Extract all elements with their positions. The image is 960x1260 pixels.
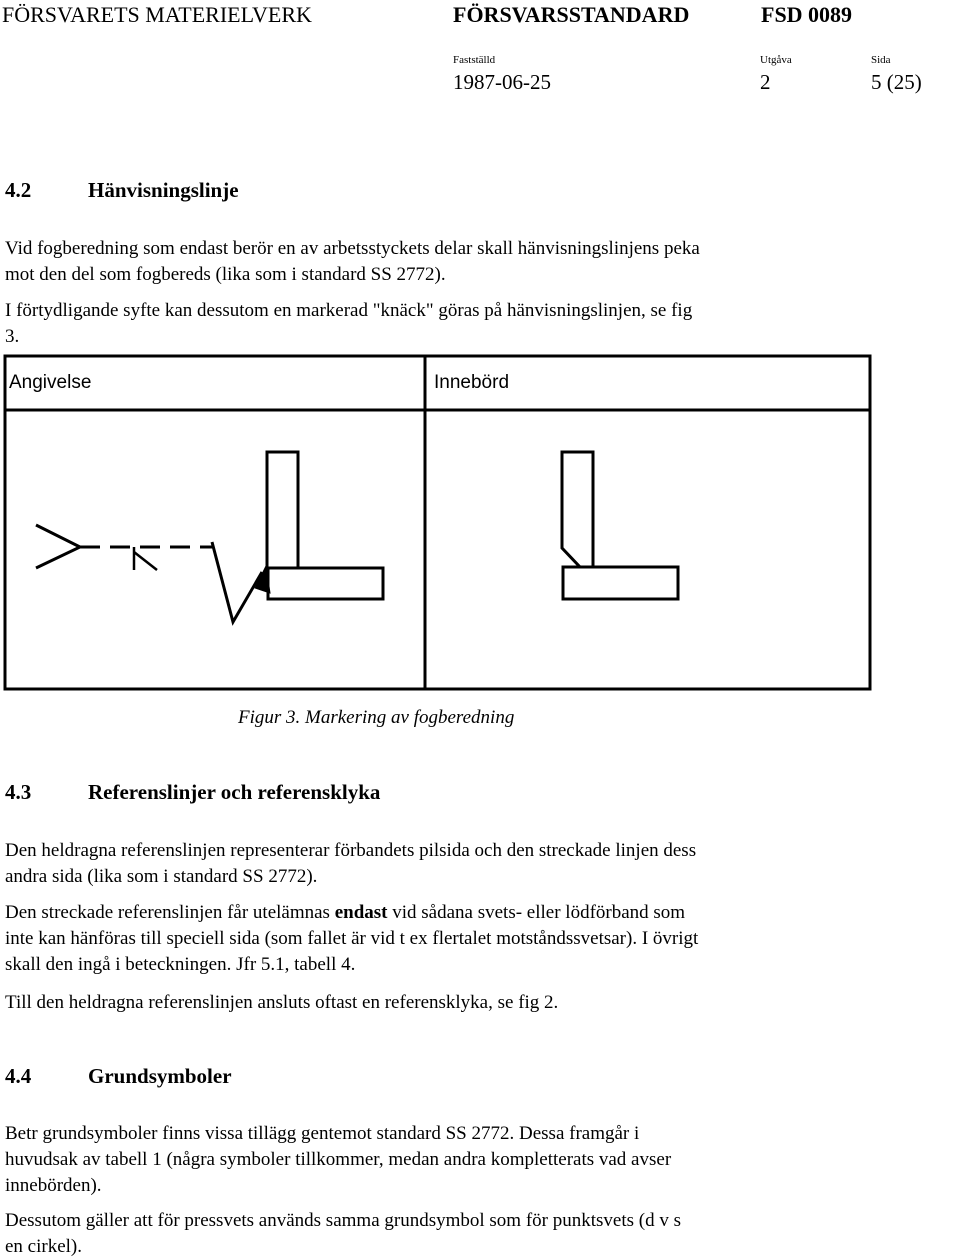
bevel-symbol-diagonal	[134, 552, 157, 570]
arrow-line-with-knack	[212, 542, 262, 622]
org-name: FÖRSVARETS MATERIELVERK	[2, 2, 312, 27]
section-4-2-title: Hänvisningslinje	[88, 178, 239, 202]
section-4-2-paragraph-2: I förtydligande syfte kan dessutom en markerad "knäck" göras på hänvisningslinjen, se fig 3.	[5, 300, 693, 347]
section-4-3-paragraph-2: Den streckade referenslinjen får utelämnas endast vid sådana svets- eller lödförband som inte kan hänföras till speciell sida (som fallet är vid t ex flertalet motståndssvetsar). I övrigt skall den ingå i beteckningen. Jfr 5.1, tabell 4.	[5, 902, 699, 975]
section-4-2-paragraph-1: Vid fogberedning som endast berör en av arbetsstyckets delar skall hänvisningslinjens peka mot den del som fogbereds (lika som i standard SS 2772).	[5, 238, 700, 285]
section-4-2-number: 4.2	[5, 178, 32, 202]
workpiece-vertical-plate	[267, 452, 298, 568]
sida-value: 5 (25)	[871, 70, 922, 94]
emphasis-endast: endast	[334, 902, 388, 923]
figure-column-innebord: Innebörd	[434, 372, 510, 393]
section-4-3-number: 4.3	[5, 780, 32, 804]
utgava-label: Utgåva	[760, 54, 792, 66]
section-4-3-title: Referenslinjer och referensklyka	[88, 780, 381, 804]
figure-caption: Figur 3. Markering av fogberedning	[238, 707, 515, 728]
section-4-4-title: Grundsymboler	[88, 1064, 232, 1088]
document-id: FSD 0089	[761, 2, 853, 27]
section-4-3-paragraph-1: Den heldragna referenslinjen representerar förbandets pilsida och den streckade linjen dess andra sida (lika som i standard SS 2772).	[5, 840, 697, 887]
standard-type: FÖRSVARSSTANDARD	[453, 2, 690, 27]
fastst-label: Fastställd	[453, 54, 496, 66]
figure-column-angivelse: Angivelse	[9, 372, 92, 393]
utgava-value: 2	[760, 70, 771, 94]
bevelled-vertical-plate	[562, 452, 593, 567]
weld-symbol-triangle	[36, 525, 80, 568]
section-4-4-paragraph-1: Betr grundsymboler finns vissa tillägg gentemot standard SS 2772. Dessa framgår i huvudsak av tabell 1 (några symboler tillkommer, medan andra kompletterats vad avser innebörden).	[5, 1123, 672, 1196]
figure-frame	[5, 356, 870, 689]
section-4-4-paragraph-2: Dessutom gäller att för pressvets används samma grundsymbol som för punktsvets (d v s en cirkel).	[5, 1210, 681, 1257]
meaning-horizontal-plate	[563, 567, 678, 599]
fastst-value: 1987-06-25	[453, 70, 551, 94]
section-4-4-number: 4.4	[5, 1064, 32, 1088]
workpiece-horizontal-plate	[268, 568, 383, 599]
sida-label: Sida	[871, 54, 891, 66]
section-4-3-paragraph-3: Till den heldragna referenslinjen ansluts oftast en referensklyka, se fig 2.	[5, 992, 559, 1013]
